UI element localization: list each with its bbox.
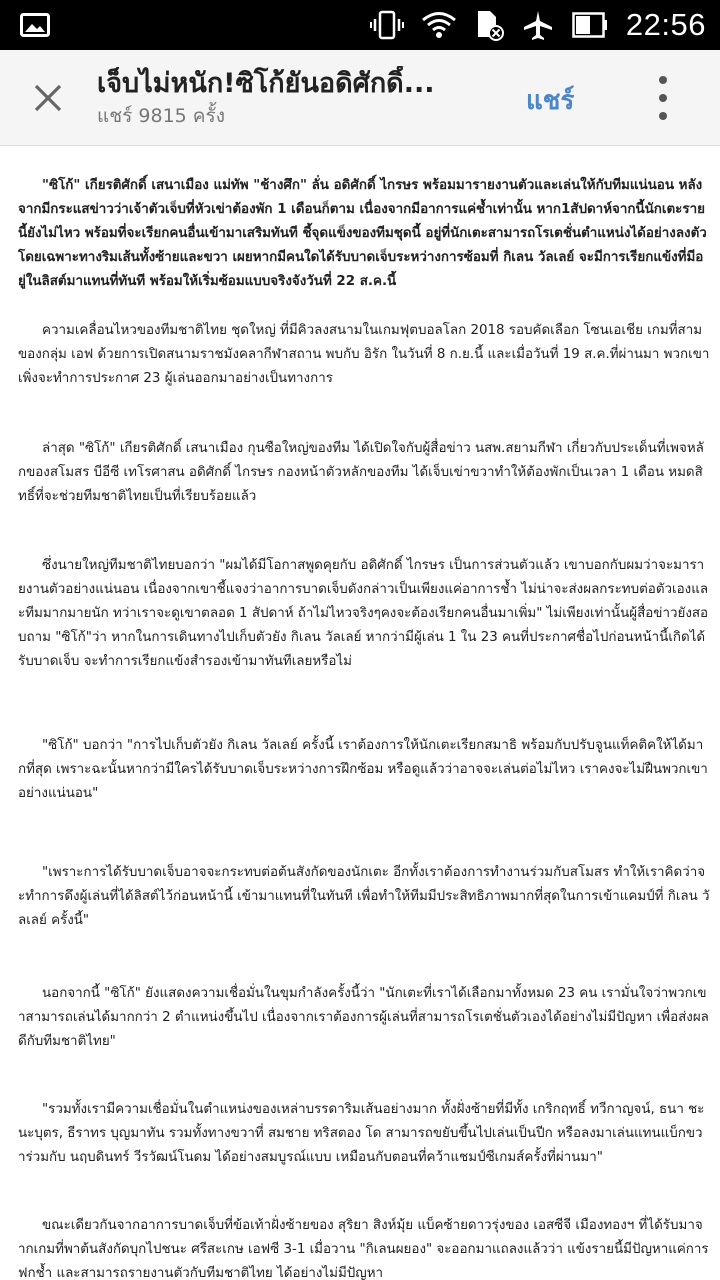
article-paragraph: "เพราะการได้รับบาดเจ็บอาจจะกระทบต่อต้นสังกัดของนักเตะ อีกทั้งเราต้องการทำงานร่วมกับสโมสร ทำให้เราคิดว่าจะทำการดึงผู้เล่นที่ได้ลิสต์ไว้ก่อนหน้านี้ เข้ามาแทนที่ในทันที เพื่อทำให้ทีมมีประสิทธิภาพมากที่สุดในการเข้าแคมป์ที่ กิเลน วัลเลย์ ครั้งนี้" <box>18 865 710 928</box>
article-paragraph: นอกจากนี้ "ซิโก้" ยังแสดงความเชื่อมั่นในขุมกำลังครั้งนี้ว่า "นักเตะที่เราได้เลือกมาทั้งหมด 23 คน เรามั่นใจว่าพวกเขาสามารถเล่นได้มากกว่า 2 ตำแหน่งขึ้นไป เนื่องจากเราต้องการผู้เล่นที่สามารถโรเตชั่นตัวเองได้อย่างไม่มีปัญหา เพื่อส่งผลดีกับทีมชาติไทย" <box>18 986 709 1049</box>
status-bar <box>0 0 720 50</box>
article-paragraph: ซึ่งนายใหญ่ทีมชาติไทยบอกว่า "ผมได้มีโอกาสพูดคุยกับ อดิศักดิ์ ไกรษร เป็นการส่วนตัวแล้ว เขาบอกกับผมว่าจะมารายงานตัวอย่างแน่นอน เนื่องจากเขาชี้แจงว่าอาการบาดเจ็บดังกล่าวเป็นเพียงแค่อาการช้ำ ไม่น่าจะส่งผลกระทบต่อตัวเองและทีมมากมายนัก ทว่าเราจะดูเขาตลอด 1 สัปดาห์ ถ้าไม่ไหวจริงๆคงจะต้องเรียกคนอื่นมาเพิ่ม" ไม่เพียงเท่านั้นผู้สื่อข่าวยังสอบถาม "ซิโก้"ว่า หากในการเดินทางไปเก็บตัวยัง กิเลน วัลเลย์ หากว่ามีผู้เล่น 1 ใน 23 คนที่ประกาศชื่อไปก่อนหน้านี้เกิดได้รับบาดเจ็บ จะทำการเรียกแข้งสำรองเข้ามาทันทีเลยหรือไม่ <box>18 558 709 669</box>
more-dot-icon <box>659 94 667 102</box>
article-paragraph: ความเคลื่อนไหวของทีมชาติไทย ชุดใหญ่ ที่มีคิวลงสนามในเกมฟุตบอลโลก 2018 รอบคัดเลือก โซนเอเชีย เกมที่สาม ของกลุ่ม เอฟ ด้วยการเปิดสนามราชมังคลากีฬาสถาน พบกับ อิรัก ในวันที่ 8 ก.ย.นี้ และเมื่อวันที่ 19 ส.ค.ที่ผ่านมา พวกเขาเพิ่งจะทำการประกาศ 23 ผู้เล่นออกมาอย่างเป็นทางการ <box>18 323 710 386</box>
close-button[interactable] <box>20 74 76 122</box>
article-paragraph: "ซิโก้" บอกว่า "การไปเก็บตัวยัง กิเลน วัลเลย์ ครั้งนี้ เราต้องการให้นักเตะเรียกสมาธิ พร้อมกับปรับจูนแท็คติคให้ได้มากที่สุด เพราะฉะนั้นหากว่ามีใครได้รับบาดเจ็บระหว่างการฝึกซ้อม หรือดูแล้วว่าอาจจะเล่นต่อไม่ไหว เราคงจะไม่ฝืนพวกเขาอย่างแน่นอน" <box>18 738 708 801</box>
vibrate-icon <box>370 10 404 40</box>
clock: 22:56 <box>625 7 706 42</box>
close-icon <box>33 83 63 113</box>
image-icon <box>20 13 50 37</box>
more-dot-icon <box>659 112 667 120</box>
share-count: แชร์ 9815 ครั้ง <box>97 105 225 127</box>
article-paragraph: ขณะเดียวกันจากอาการบาดเจ็บที่ข้อเท้าฝั่งซ้ายของ สุริยา สิงห์มุ้ย แบ็คซ้ายดาวรุ่งของ เอสซีจี เมืองทองฯ ที่ได้รับมาจากเกมที่พาต้นสังกัดบุกไปชนะ ศรีสะเกษ เอฟซี 3-1 เมื่อวาน "กิเลนผยอง" จะออกมาแถลงแล้วว่า แข้งรายนี้มีปัญหาแค่การฟกช้ำ และสามารถรายงานตัวกับทีมชาติไทย ได้อย่างไม่มีปัญหา <box>18 1218 709 1280</box>
article-paragraph: "รวมทั้งเรามีความเชื่อมั่นในตำแหน่งของเหล่าบรรดาริมเส้นอย่างมาก ทั้งฝั่งซ้ายที่มีทั้ง เกริกฤทธิ์ ทวีกาญจน์, ธนา ชะนะบุตร, ธีราทร บุญมาทัน รวมทั้งทางขวาที่ สมชาย ทริสตอง โด สามารถขยับขึ้นไปเล่นเป็นปีก หรือลงมาเล่นแทนแบ็กขวาร่วมกับ นฤบดินทร์ วีรวัฒน์โนดม ได้อย่างสมบูรณ์แบบ เหมือนกับตอนที่คว้าแชมป์ซีเกมส์ครั้งที่ผ่านมา" <box>18 1102 705 1165</box>
article-lead-paragraph: "ซิโก้" เกียรติศักดิ์ เสนาเมือง แม่ทัพ "ช้างศึก" ลั่น อดิศักดิ์ ไกรษร พร้อมมารายงานตัวและเล่นให้กับทีมแน่นอน หลังจากมีกระแสข่าวว่าเจ้าตัวเจ็บที่หัวเข่าต้องพัก 1 เดือนก็ตาม เนื่องจากมีอาการแค่ช้ำเท่านั้น หาก1สัปดาห์จากนี้นักเตะรายนี้ยังไม่ไหว พร้อมที่จะเรียกคนอื่นเข้ามาเสริมทันที ชี้จุดแข็งของทีมชุดนี้ อยู่ที่นักเตะสามารถโรเตชั่นตำแหน่งได้อย่างลงตัว โดยเฉพาะทางริมเส้นทั้งซ้ายและขวา เผยหากมีคนใดได้รับบาดเจ็บระหว่างการซ้อมที่ กิเลน วัลเลย์ จะมีการเรียกแข้งที่มีอยู่ในลิสต์มาแทนที่ทันที พร้อมให้เริ่มซ้อมแบบจริงจังวันที่ 22 ส.ค.นี้ <box>18 178 707 289</box>
title-block <box>97 66 507 130</box>
battery-icon <box>572 12 608 38</box>
more-options-button[interactable] <box>648 76 678 120</box>
page-title: เจ็บไม่หนัก!ซิโก้ยันอดิศักดิ์... <box>97 68 435 99</box>
article-paragraph: ล่าสุด "ซิโก้" เกียรติศักดิ์ เสนาเมือง กุนซือใหญ่ของทีม ได้เปิดใจกับผู้สื่อข่าว นสพ.สยามกีฬา เกี่ยวกับประเด็นที่เพจหลักของสโมสร บีอีซี เทโรศาสน อดิศักดิ์ ไกรษร กองหน้าตัวหลักของทีม ได้เจ็บเข่าขวาทำให้ต้องพักเป็นเวลา 1 เดือน หมดสิทธิ์ที่จะช่วยทีมชาติไทยเป็นที่เรียบร้อยแล้ว <box>18 441 704 504</box>
more-dot-icon <box>659 76 667 84</box>
share-button[interactable]: แชร์ <box>526 86 575 116</box>
app-bar <box>0 50 720 146</box>
airplane-mode-icon <box>522 9 554 41</box>
no-sd-card-icon <box>474 9 504 41</box>
wifi-icon <box>422 11 456 39</box>
